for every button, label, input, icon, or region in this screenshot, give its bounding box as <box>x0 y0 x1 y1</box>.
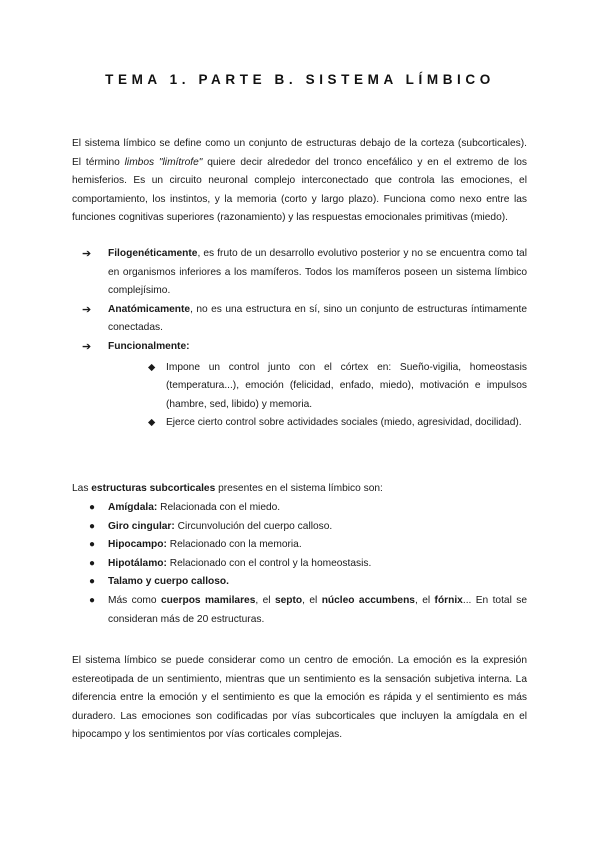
intro-text: Las <box>72 483 92 494</box>
list-item <box>72 499 527 518</box>
structure-name: núcleo accumbens <box>321 594 415 606</box>
structure-name: Talamo y cuerpo calloso. <box>108 576 229 588</box>
bullet-icon: ● <box>89 576 96 588</box>
structure-name: Hipocampo: <box>108 539 167 551</box>
structures-list <box>72 499 527 629</box>
list-item <box>72 245 527 301</box>
list-item <box>72 592 527 629</box>
intro-term-italic: limbos "limítrofe" <box>124 156 203 168</box>
page-title: TEMA 1. PARTE B. SISTEMA LÍMBICO <box>105 72 495 87</box>
structure-name: Amígdala: <box>108 502 158 513</box>
structure-desc: Relacionado con el control y la homeostasis. <box>166 557 372 569</box>
diamond-icon: ◆ <box>148 361 156 373</box>
list-item <box>148 414 527 433</box>
diamond-icon: ◆ <box>148 417 156 429</box>
intro-text-1: El sistema límbico se define como un conjunto de estructuras debajo de la corteza (subcorticales). El término <box>72 138 527 168</box>
bullet-icon: ● <box>89 539 96 551</box>
perspectives-list <box>72 245 527 433</box>
structure-name: septo <box>274 594 303 606</box>
list-item <box>72 301 527 338</box>
item-heading: Filogenéticamente <box>108 248 198 259</box>
structure-name: fórnix <box>434 594 463 606</box>
list-item <box>72 536 527 555</box>
bullet-icon: ● <box>89 520 96 532</box>
list-item <box>72 338 527 433</box>
item-text: , no es una estructura en sí, sino un conjunto de estructuras íntimamente conectadas. <box>108 303 527 334</box>
item-heading: Funcionalmente: <box>108 340 190 352</box>
text: , el <box>302 594 322 606</box>
item-text: Ejerce cierto control sobre actividades sociales (miedo, agresividad, docilidad). <box>166 417 522 429</box>
item-text: Impone un control junto con el córtex en: Sueño-vigilia, homeostasis (temperatura...), emoción (felicidad, enfado, miedo), motivación e impulsos (hambre, sed, libido) y memoria. <box>166 361 527 410</box>
text: ... En total se consideran más de 20 estructuras. <box>108 594 528 625</box>
list-item <box>72 518 527 537</box>
text: , el <box>414 594 435 606</box>
intro-text: presentes en el sistema límbico son: <box>215 483 383 494</box>
structure-desc: Circunvolución del cuerpo calloso. <box>174 520 333 532</box>
structure-name: Giro cingular: <box>108 520 175 532</box>
structure-desc: Relacionada con el miedo. <box>157 502 281 513</box>
arrow-icon: ➔ <box>82 340 92 353</box>
bullet-icon: ● <box>89 557 96 569</box>
intro-text-2: quiere decir alrededor del tronco encefálico y en el extremo de los hemisferios. Es un circuito neuronal complejo interconectado que controla las emociones, el comportamiento, los instintos, y la memoria (corto y largo plazo). Funciona como nexo entre las funciones cognitivas superiores (razonamiento) y las respuestas emocionales primitivas (miedo). <box>72 156 527 224</box>
text: Más como <box>108 594 161 606</box>
item-text: , es fruto de un desarrollo evolutivo posterior y no se encuentra como tal en organismos inferiores a los mamíferos. Todos los mamíferos poseen un sistema límbico complejísimo. <box>108 248 527 297</box>
intro-bold: estructuras subcorticales <box>91 483 216 494</box>
functional-sublist <box>108 359 527 433</box>
intro-paragraph <box>72 135 527 228</box>
bullet-icon: ● <box>89 502 96 513</box>
text: , el <box>255 594 275 606</box>
closing-paragraph: El sistema límbico se puede considerar como un centro de emoción. La emoción es la expresión estereotipada de un sentimiento, mientras que un sentimiento es la sensación subjetiva interna. La diferencia entre la emoción y el sentimiento es que la emoción es rápida y el sentimiento es más duradero. Las emociones son codificadas por vías subcorticales que incluyen la amígdala en el hipocampo y los sentimientos por vías corticales complejas. <box>72 655 527 741</box>
structures-intro <box>72 480 527 499</box>
structure-desc: Relacionado con la memoria. <box>166 539 302 551</box>
structure-name: Hipotálamo: <box>108 557 167 569</box>
list-item <box>72 555 527 574</box>
list-item <box>148 359 527 415</box>
arrow-icon: ➔ <box>82 303 92 316</box>
item-heading: Anatómicamente <box>108 303 191 315</box>
list-item <box>72 573 527 592</box>
structure-name: cuerpos mamilares <box>160 594 256 606</box>
bullet-icon: ● <box>89 594 96 606</box>
arrow-icon: ➔ <box>82 248 92 260</box>
